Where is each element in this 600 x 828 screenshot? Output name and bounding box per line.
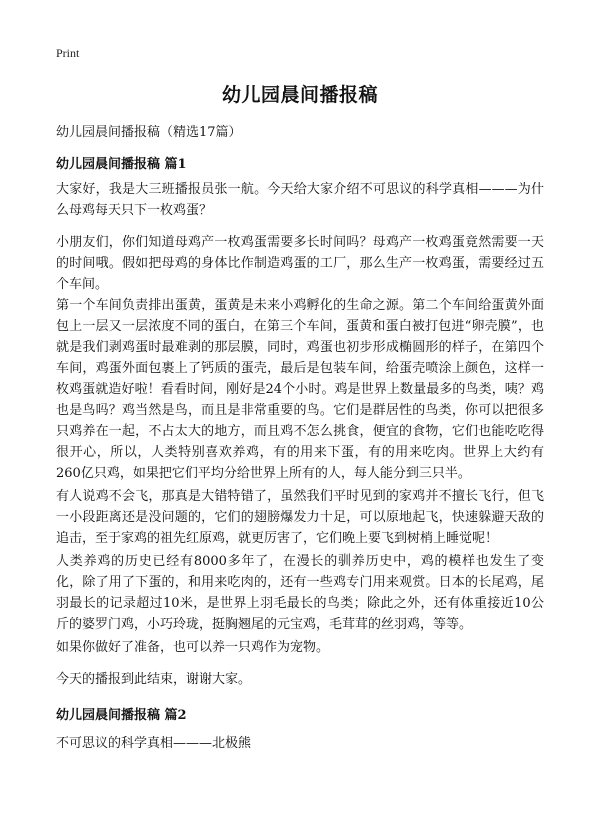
paragraph: 小朋友们，你们知道母鸡产一枚鸡蛋需要多长时间吗？母鸡产一枚鸡蛋竟然需要一天的时间哦。假如把母鸡的身体比作制造鸡蛋的工厂，那么生产一枚鸡蛋，需要经过五个车间。 bbox=[56, 235, 544, 292]
document-subtitle: 幼儿园晨间播报稿（精选17篇） bbox=[56, 125, 242, 140]
paragraph: 今天的播报到此结束，谢谢大家。 bbox=[56, 672, 252, 687]
paragraph: 有人说鸡不会飞，那真是大错特错了，虽然我们平时见到的家鸡并不擅长飞行，但飞一小段距离还是没问题的，它们的翅膀爆发力十足，可以原地起飞，快速躲避天敌的追击，至于家鸡的祖先红原鸡，就更厉害了，它们晚上要飞到树梢上睡觉呢！ bbox=[56, 489, 544, 546]
section-heading-1: 幼儿园晨间播报稿 篇1 bbox=[56, 157, 187, 172]
page-title: 幼儿园晨间播报稿 bbox=[221, 84, 378, 106]
paragraph: 大家好，我是大三班播报员张一航。今天给大家介绍不可思议的科学真相———为什么母鸡每天只下一枚鸡蛋？ bbox=[56, 182, 544, 218]
print-link[interactable]: Print bbox=[56, 46, 80, 60]
paragraph: 不可思议的科学真相———北极熊 bbox=[56, 736, 252, 751]
paragraph: 人类养鸡的历史已经有8000多年了，在漫长的驯养历史中，鸡的模样也发生了变化，除了用了下蛋的，和用来吃肉的，还有一些鸡专门用来观赏。日本的长尾鸡，尾羽最长的记录超过10米，是世界上羽毛最长的鸟类；除此之外，还有体重接近10公斤的婆罗门鸡，小巧玲珑，挺胸翘尾的元宝鸡，毛茸茸的丝羽鸡，等等。 bbox=[56, 554, 544, 632]
section-heading-2: 幼儿园晨间播报稿 篇2 bbox=[56, 708, 187, 723]
paragraph: 第一个车间负责排出蛋黄，蛋黄是未来小鸡孵化的生命之源。第二个车间给蛋黄外面包上一层又一层浓度不同的蛋白，在第三个车间，蛋黄和蛋白被打包进“卵壳膜”，也就是我们剥鸡蛋时最难剥的那层膜，同时，鸡蛋也初步形成椭圆形的样子，在第四个车间，鸡蛋外面包裹上了钙质的蛋壳，最后是包装车间，给蛋壳喷涂上颜色，这样一枚鸡蛋就造好啦！看看时间，刚好是24个小时。鸡是世界上数量最多的鸟类，咦？鸡也是鸟吗？鸡当然是鸟，而且是非常重要的鸟。它们是群居性的鸟类，你可以把很多只鸡养在一起，不占太大的地方，而且鸡不怎么挑食，便宜的食物，它们也能吃吃得很开心，所以，人类特别喜欢养鸡，有的用来下蛋，有的用来吃肉。世界上大约有260亿只鸡，如果把它们平均分给世界上所有的人，每人能分到三只半。 bbox=[56, 298, 544, 481]
paragraph: 如果你做好了准备，也可以养一只鸡作为宠物。 bbox=[56, 640, 330, 655]
